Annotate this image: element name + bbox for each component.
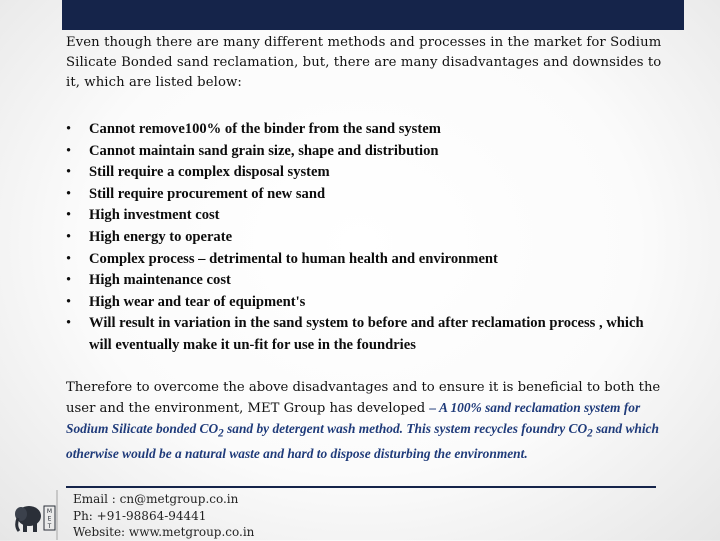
list-item-text: Will result in variation in the sand system to before and after reclamation process , which will eventually make it un-fit for use in the foundries <box>89 315 644 353</box>
list-item <box>66 141 666 163</box>
list-item-text: Still require a complex disposal system <box>89 164 330 181</box>
footer-divider <box>66 486 656 488</box>
list-item-text: Complex process – detrimental to human health and environment <box>89 250 498 267</box>
highlight-part-3: sand which otherwise would be a natural waste and hard to dispose disturbing the environment. <box>66 421 659 461</box>
subscript-2: 2 <box>587 427 593 440</box>
bullet-icon: • <box>66 315 72 332</box>
bullet-icon: • <box>66 293 72 310</box>
list-item-text: Still require procurement of new sand <box>89 185 326 202</box>
list-item-text: High investment cost <box>89 207 220 224</box>
list-item <box>66 292 666 314</box>
contact-block <box>73 491 473 541</box>
bullet-icon: • <box>66 272 72 289</box>
list-item <box>66 270 666 292</box>
list-item <box>66 249 666 271</box>
disadvantages-list <box>66 119 666 357</box>
list-item-text: Cannot maintain sand grain size, shape and distribution <box>89 142 439 159</box>
contact-phone: Ph: +91-98864-94441 <box>73 508 207 523</box>
svg-text:E: E <box>47 515 52 523</box>
highlight-part-1: – A 100% sand reclamation system for Sodium Silicate bonded CO <box>66 400 641 436</box>
highlight-part-2: sand by detergent wash method. This system recycles foundry CO <box>223 421 588 436</box>
top-banner-bar <box>62 0 684 30</box>
svg-text:M: M <box>46 508 53 515</box>
list-item <box>66 227 666 249</box>
list-item <box>66 162 666 184</box>
conclusion-paragraph <box>66 378 666 465</box>
intro-paragraph: Even though there are many different methods and processes in the market for Sodium Silicate Bonded sand reclamation, but, there are many disadvantages and downsides to it, which are listed below: <box>66 35 662 90</box>
contact-email: Email : cn@metgroup.co.in <box>73 492 239 506</box>
bullet-icon: • <box>66 142 72 159</box>
list-item-text: High wear and tear of equipment's <box>89 293 306 310</box>
bullet-icon: • <box>66 121 72 137</box>
bullet-icon: • <box>66 207 72 224</box>
subscript-2: 2 <box>218 427 224 440</box>
met-logo <box>14 500 58 534</box>
svg-text:T: T <box>47 523 52 530</box>
list-item-text: High maintenance cost <box>89 272 231 289</box>
bullet-icon: • <box>66 185 72 202</box>
list-item <box>66 184 666 206</box>
contact-website: Website: www.metgroup.co.in <box>73 525 255 539</box>
list-item <box>66 205 666 227</box>
list-item <box>66 313 666 356</box>
list-item <box>66 119 666 141</box>
bullet-icon: • <box>66 250 72 267</box>
bullet-icon: • <box>66 164 72 181</box>
elephant-logo-icon <box>14 500 58 534</box>
conclusion-lead: Therefore to overcome the above disadvantages and to ensure it is beneficial to both the user and the environment, MET Group has developed <box>66 380 661 416</box>
bullet-icon: • <box>66 228 72 245</box>
list-item-text: Cannot remove100% of the binder from the sand system <box>89 121 441 137</box>
list-item-text: High energy to operate <box>89 228 233 245</box>
